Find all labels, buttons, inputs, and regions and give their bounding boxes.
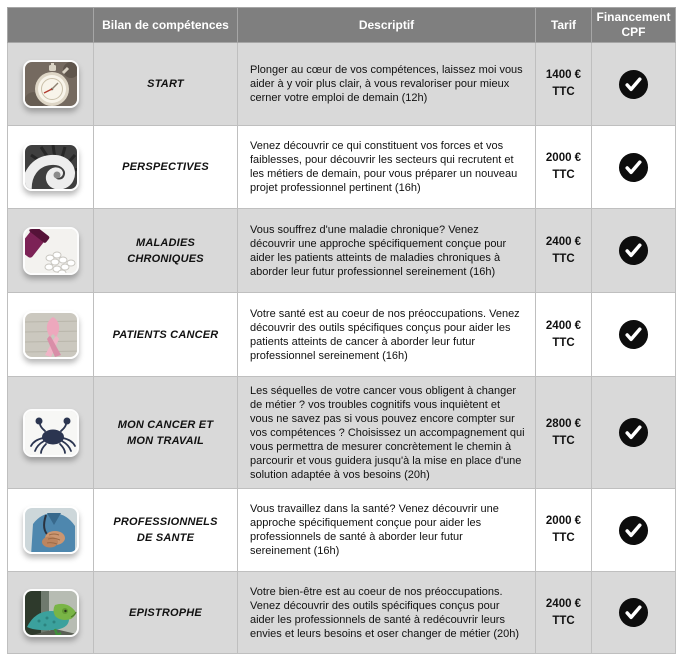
table-row-start bbox=[8, 43, 676, 126]
cpf-eligible-cell bbox=[592, 209, 676, 293]
pink-ribbon-icon bbox=[23, 311, 79, 359]
check-icon bbox=[618, 515, 649, 546]
program-image-cell bbox=[8, 572, 94, 654]
price-amount: 2800 € bbox=[545, 417, 582, 430]
header-row bbox=[8, 8, 676, 43]
program-price bbox=[536, 572, 592, 654]
program-name: START bbox=[94, 43, 238, 126]
check-icon bbox=[618, 417, 649, 448]
program-description: Votre bien-être est au coeur de nos préoccupations. Venez découvrir des outils spécifiques conçus pour aider les professionnels de santé à redécouvrir leurs envies et leurs besoins et oser changer de métier (20h) bbox=[238, 572, 536, 654]
check-icon bbox=[618, 69, 649, 100]
chameleon-icon bbox=[23, 589, 79, 637]
header-financement-cpf bbox=[592, 8, 676, 43]
program-image-cell bbox=[8, 293, 94, 377]
program-description: Vous travaillez dans la santé? Venez découvrir une approche spécifiquement conçue pour aider les professionnels de santé à aborder leur futur sereinement (16h) bbox=[238, 489, 536, 572]
price-amount: 2000 € bbox=[545, 515, 582, 527]
program-name: PATIENTS CANCER bbox=[94, 293, 238, 377]
program-price bbox=[536, 43, 592, 126]
spiral-staircase-icon bbox=[23, 143, 79, 191]
cpf-eligible-cell bbox=[592, 43, 676, 126]
program-price bbox=[536, 377, 592, 489]
pricing-table bbox=[7, 7, 676, 654]
price-ttc-label: TTC bbox=[552, 532, 575, 544]
check-icon bbox=[618, 597, 649, 628]
cpf-eligible-cell bbox=[592, 293, 676, 377]
program-description: Venez découvrir ce qui constituent vos forces et vos faiblesses, pour découvrir les secteurs qui recrutent et les métiers de demain, pour vous préparer un nouveau projet professionnel pertinent (16h) bbox=[238, 126, 536, 209]
program-description: Plonger au cœur de vos compétences, laissez moi vous aider à y voir plus clair, à vous revaloriser pour mieux cerner votre emploi de demain (12h) bbox=[238, 43, 536, 126]
price-ttc-label: TTC bbox=[552, 614, 575, 627]
program-description: Les séquelles de votre cancer vous obligent à changer de métier ? vos troubles cognitifs vous inquiètent et vous ne savez pas si vous pouvez encore compter sur vos compétences ? Choisissez un accompagnement qui vous permettra de mesurer concrètement le chemin à parcourir et vous guidera jusqu'à la mise en place d'une solution adaptée à vos besoins (20h) bbox=[238, 377, 536, 489]
program-price bbox=[536, 489, 592, 572]
table-row-patients-cancer bbox=[8, 293, 676, 377]
price-amount: 1400 € bbox=[545, 69, 582, 81]
header-bilan-de-competences: Bilan de compétences bbox=[94, 8, 238, 43]
price-amount: 2400 € bbox=[545, 235, 582, 248]
program-description: Votre santé est au coeur de nos préoccupations. Venez découvrir des outils spécifiques conçus pour aider les patients atteints de cancer à aborder leur futur professionnel sereinement (16h) bbox=[238, 293, 536, 377]
program-image-cell bbox=[8, 43, 94, 126]
price-amount: 2400 € bbox=[545, 597, 582, 610]
check-icon bbox=[618, 152, 649, 183]
program-price bbox=[536, 126, 592, 209]
price-ttc-label: TTC bbox=[552, 86, 575, 98]
program-name: PERSPECTIVES bbox=[94, 126, 238, 209]
price-ttc-label: TTC bbox=[552, 336, 575, 349]
table-row-mon-cancer-et-mon-travail bbox=[8, 377, 676, 489]
program-name: PROFESSIONNELS DE SANTE bbox=[94, 489, 238, 572]
check-icon bbox=[618, 319, 649, 350]
table-body bbox=[8, 43, 676, 654]
table-row-perspectives bbox=[8, 126, 676, 209]
program-image-cell bbox=[8, 377, 94, 489]
header-tarif: Tarif bbox=[536, 8, 592, 43]
check-icon bbox=[618, 235, 649, 266]
program-price bbox=[536, 293, 592, 377]
table-row-professionnels-de-sante bbox=[8, 489, 676, 572]
price-amount: 2400 € bbox=[545, 319, 582, 332]
header-financement-line1: Financement bbox=[596, 10, 671, 24]
program-image-cell bbox=[8, 209, 94, 293]
table-row-maladies-chroniques bbox=[8, 209, 676, 293]
price-ttc-label: TTC bbox=[552, 169, 575, 181]
header-financement-line2: CPF bbox=[621, 25, 646, 39]
header-image-column bbox=[8, 8, 94, 43]
program-image-cell bbox=[8, 489, 94, 572]
program-name: MON CANCER ET MON TRAVAIL bbox=[94, 377, 238, 489]
table-row-epistrophe bbox=[8, 572, 676, 654]
program-price bbox=[536, 209, 592, 293]
program-description: Vous souffrez d'une maladie chronique? Venez découvrir une approche spécifiquement conçue pour aider les patients atteints de maladies chroniques à aborder leur futur professionnel sereinement (16h) bbox=[238, 209, 536, 293]
program-name: EPISTROPHE bbox=[94, 572, 238, 654]
header-descriptif: Descriptif bbox=[238, 8, 536, 43]
cpf-eligible-cell bbox=[592, 489, 676, 572]
program-image-cell bbox=[8, 126, 94, 209]
price-ttc-label: TTC bbox=[552, 434, 575, 447]
stopwatch-icon bbox=[23, 60, 79, 108]
pill-bottle-icon bbox=[23, 227, 79, 275]
crab-icon bbox=[23, 409, 79, 457]
table-header bbox=[8, 8, 676, 43]
cpf-eligible-cell bbox=[592, 572, 676, 654]
price-amount: 2000 € bbox=[545, 152, 582, 164]
price-ttc-label: TTC bbox=[552, 252, 575, 265]
program-name: MALADIES CHRONIQUES bbox=[94, 209, 238, 293]
cpf-eligible-cell bbox=[592, 377, 676, 489]
health-professional-icon bbox=[23, 506, 79, 554]
cpf-eligible-cell bbox=[592, 126, 676, 209]
